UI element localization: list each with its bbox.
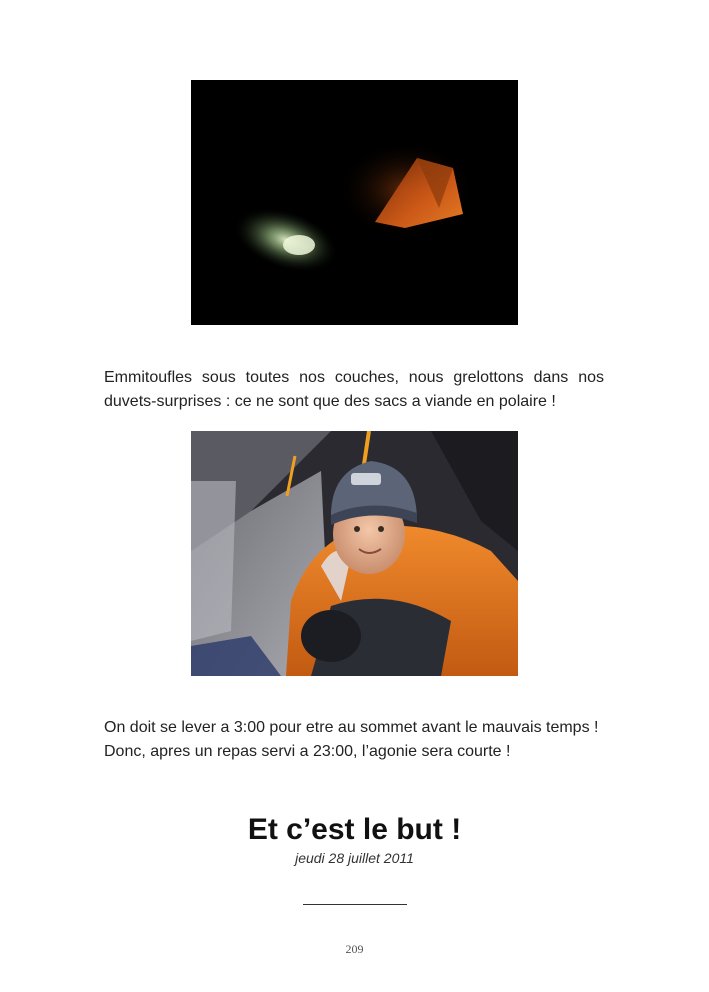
paragraph-sleeping-bags: [104, 366, 604, 414]
night-tents-photo: [191, 80, 518, 325]
page-number: 209: [345, 942, 364, 956]
section-date: jeudi 28 juillet 2011: [295, 850, 414, 866]
paragraph-line: duvets-surprises : ce ne sont que des sacs a viande en polaire !: [104, 393, 556, 410]
paragraph-line: Donc, apres un repas servi a 23:00, l’agonie sera courte !: [104, 743, 511, 760]
paragraph-line: Emmitoufles sous toutes nos couches, nous grelottons dans nos: [104, 369, 604, 386]
paragraph-line: On doit se lever a 3:00 pour etre au sommet avant le mauvais temps !: [104, 719, 599, 736]
climber-in-tent-photo: [191, 431, 518, 676]
paragraph-wake-up: [104, 716, 604, 764]
divider: [303, 904, 407, 905]
section-title: Et c’est le but !: [247, 813, 462, 846]
